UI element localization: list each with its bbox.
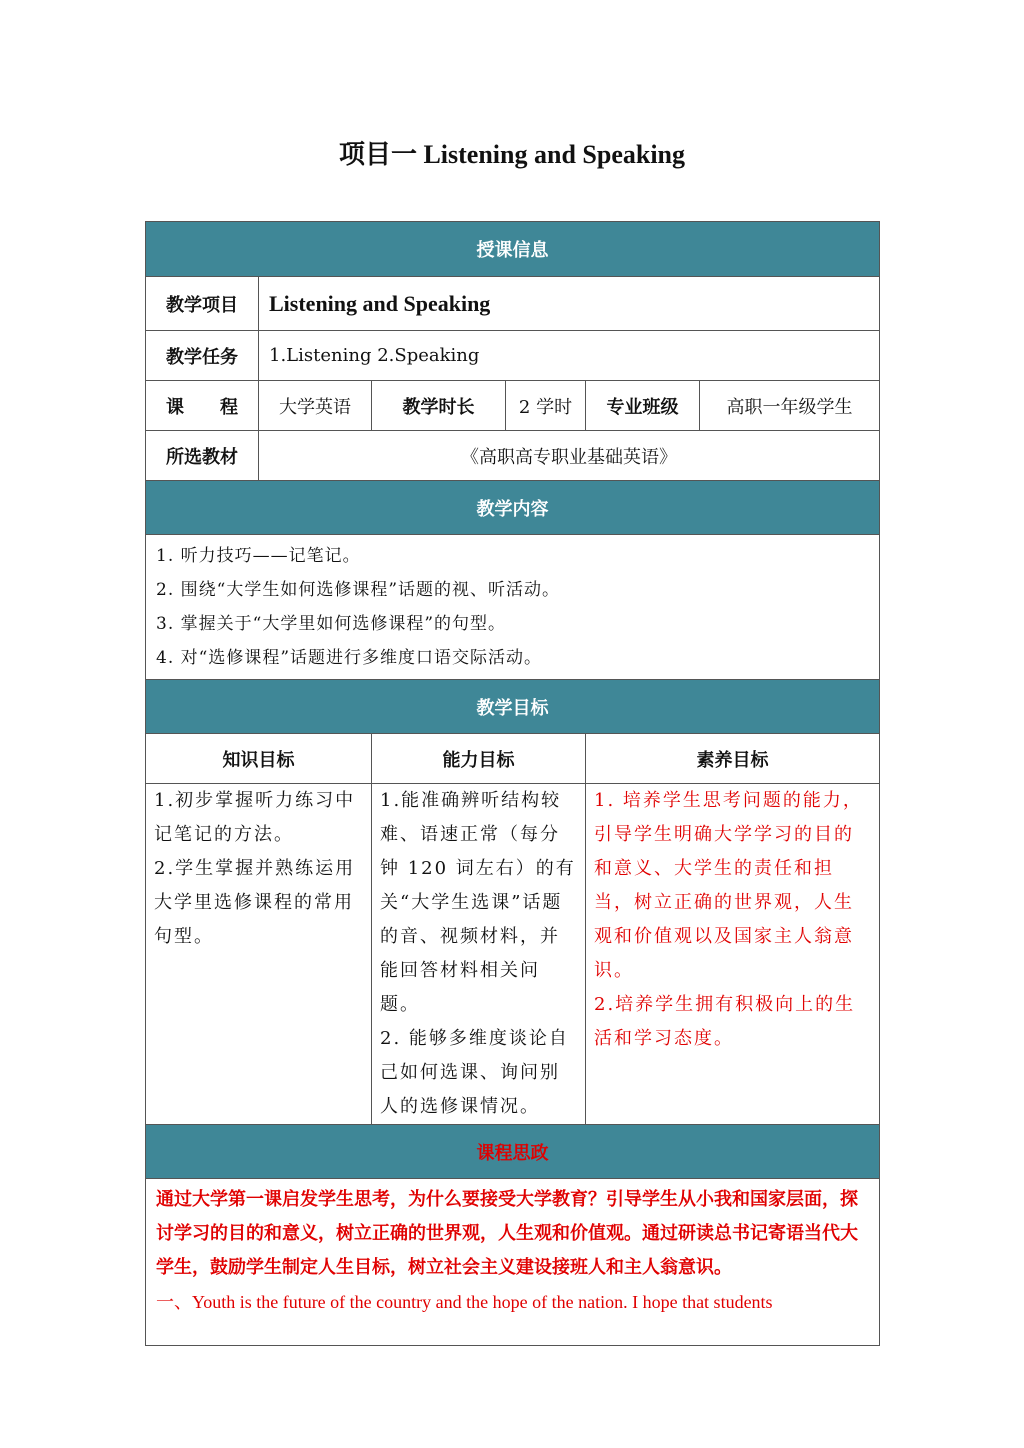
project-label: 教学项目 [146, 277, 259, 331]
knowledge-goals [146, 784, 372, 1125]
literacy-goal-item: 1. 培养学生思考问题的能力，引导学生明确大学学习的目的和意义、大学生的责任和担当，树立正确的世界观，人生观和价值观以及国家主人翁意识。 [594, 790, 863, 981]
list-item: 1. 听力技巧——记笔记。 [156, 546, 361, 566]
literacy-goals [586, 784, 880, 1125]
section-header-goals: 教学目标 [146, 680, 880, 734]
ability-goal-item: 1.能准确辨听结构较难、语速正常（每分钟 120 词左右）的有关“大学生选课”话题的音、视频材料，并能回答材料相关问题。 [380, 790, 576, 1015]
list-item: 3. 掌握关于“大学里如何选修课程”的句型。 [156, 614, 507, 634]
task-label: 教学任务 [146, 331, 259, 381]
content-list [146, 535, 880, 680]
course-value: 大学英语 [259, 381, 372, 431]
list-item: 2. 围绕“大学生如何选修课程”话题的视、听活动。 [156, 580, 561, 600]
section-header-ideology: 课程思政 [146, 1125, 880, 1179]
class-label: 专业班级 [586, 381, 700, 431]
class-value: 高职一年级学生 [700, 381, 880, 431]
hours-label: 教学时长 [372, 381, 506, 431]
ability-goal-header: 能力目标 [372, 734, 586, 784]
knowledge-goal-item: 1.初步掌握听力练习中记笔记的方法。 [154, 790, 356, 845]
course-label: 课 程 [146, 381, 259, 431]
page-title: 项目一 Listening and Speaking [338, 140, 686, 169]
knowledge-goal-header: 知识目标 [146, 734, 372, 784]
hours-value: 2 学时 [506, 381, 586, 431]
ability-goal-item: 2. 能够多维度谈论自己如何选课、询问别人的选修课情况。 [380, 1028, 569, 1117]
task-value: 1.Listening 2.Speaking [259, 331, 880, 381]
list-item: 4. 对“选修课程”话题进行多维度口语交际活动。 [156, 648, 543, 668]
project-value: Listening and Speaking [259, 277, 880, 331]
ideology-paragraph: 通过大学第一课启发学生思考，为什么要接受大学教育？引导学生从小我和国家层面，探讨学习的目的和意义，树立正确的世界观，人生观和价值观。通过研读总书记寄语当代大学生，鼓励学生制定人生目标，树立社会主义建设接班人和主人翁意识。 [156, 1189, 858, 1278]
literacy-goal-item: 2.培养学生拥有积极向上的生活和学习态度。 [594, 994, 856, 1049]
literacy-goal-header: 素养目标 [586, 734, 880, 784]
textbook-value: 《高职高专职业基础英语》 [259, 431, 880, 481]
ideology-quote: 一、Youth is the future of the country and the hope of the nation. I hope that students [156, 1292, 773, 1312]
ability-goals [372, 784, 586, 1125]
knowledge-goal-item: 2.学生掌握并熟练运用大学里选修课程的常用句型。 [154, 858, 356, 947]
section-header-info: 授课信息 [146, 222, 880, 277]
lesson-plan-table [145, 221, 880, 1346]
section-header-content: 教学内容 [146, 481, 880, 535]
ideology-cell [146, 1179, 880, 1346]
textbook-label: 所选教材 [146, 431, 259, 481]
